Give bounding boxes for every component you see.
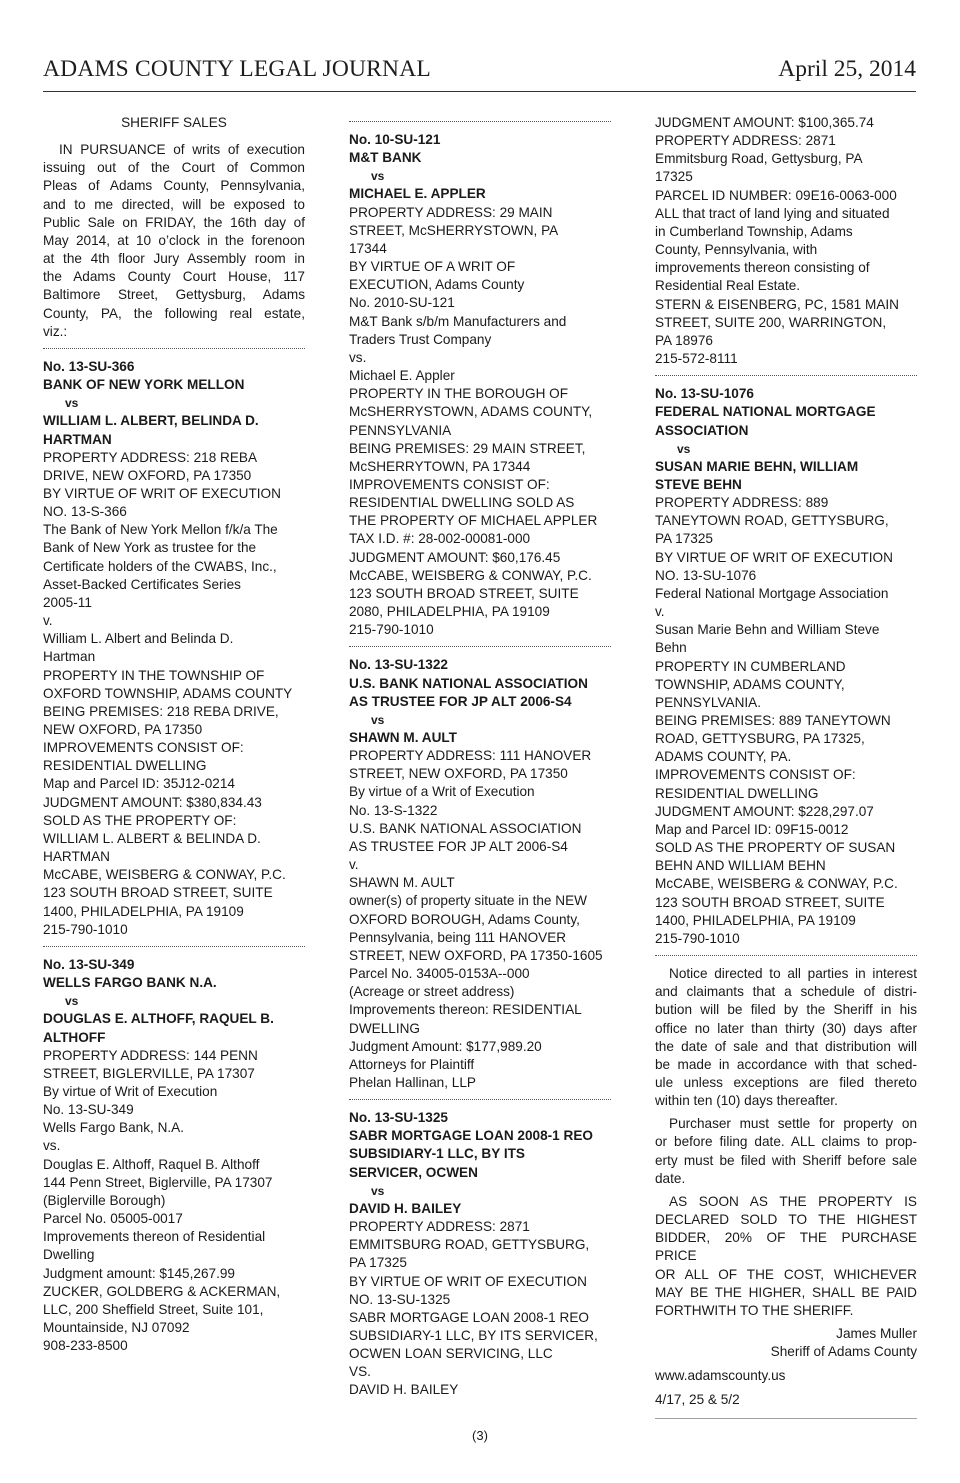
text-line: 123 SOUTH BROAD STREET, SUITE (349, 585, 579, 601)
text-line: Emmitsburg Road, Gettysburg, PA (655, 151, 863, 167)
text-line: erty must be filed with Sheriff before sale (655, 1152, 917, 1168)
sheriff-title: Sheriff of Adams County (770, 1344, 917, 1360)
text-line: Federal National Mortgage Association (655, 585, 889, 601)
text-line: RESIDENTIAL DWELLING SOLD AS (349, 495, 575, 511)
versus: vs (371, 169, 385, 184)
text-line: FORTHWITH TO THE SHERIFF. (655, 1302, 854, 1318)
text-line: Pleas of Adams County, Pennsylvania, (43, 178, 305, 194)
text-line: PROPERTY ADDRESS: 29 MAIN (349, 204, 553, 220)
versus: vs (677, 441, 691, 456)
text-line: BEING PREMISES: 889 TANEYTOWN (655, 713, 891, 728)
section-heading: SHERIFF SALES (121, 115, 227, 130)
text-line: and claimants that a schedule of distri- (655, 984, 917, 1000)
text-line: 215-790-1010 (349, 622, 434, 638)
journal-title: ADAMS COUNTY LEGAL JOURNAL (43, 56, 431, 82)
divider (43, 348, 305, 349)
text-line: and to me directed, will be exposed to (43, 196, 305, 212)
text-line: Mountainside, NJ 07092 (43, 1320, 190, 1335)
text-line: 215-790-1010 (655, 930, 740, 946)
text-line: vs. (43, 1138, 61, 1154)
plaintiff: AS TRUSTEE FOR JP ALT 2006-S4 (349, 693, 572, 709)
text-line: v. (655, 604, 665, 620)
text-line: PA 17325 (349, 1255, 407, 1271)
text-line: PROPERTY IN CUMBERLAND (655, 658, 846, 674)
defendant: DAVID H. BAILEY (349, 1200, 462, 1216)
sheriff-signature (655, 1325, 917, 1361)
text-line: be made in accordance with that sched- (655, 1056, 917, 1072)
text-line: TANEYTOWN ROAD, GETTYSBURG, (655, 513, 889, 529)
text-line: Improvements thereon of Residential (43, 1229, 266, 1245)
defendant: MICHAEL E. APPLER (349, 186, 486, 202)
text-line: VS. (349, 1364, 371, 1380)
text-line: U.S. BANK NATIONAL ASSOCIATION (349, 820, 582, 836)
text-line: LLC, 200 Sheffield Street, Suite 101, (43, 1301, 264, 1317)
page-number: (3) (472, 1428, 488, 1443)
column-2 (349, 114, 611, 1400)
text-line: PROPERTY ADDRESS: 218 REBA (43, 449, 258, 465)
sale-entry-13-su-1322 (349, 656, 611, 1092)
defendant: SUSAN MARIE BEHN, WILLIAM (655, 458, 859, 474)
text-line: HARTMAN (43, 849, 110, 865)
text-line: Judgment Amount: $177,989.20 (349, 1038, 542, 1054)
text-line: DECLARED SOLD TO THE HIGHEST (655, 1212, 917, 1228)
plaintiff: ASSOCIATION (655, 422, 749, 438)
divider (349, 121, 611, 122)
defendant: STEVE BEHN (655, 476, 742, 492)
text-line: Certificate holders of the CWABS, Inc., (43, 558, 277, 574)
text-line: PROPERTY IN THE TOWNSHIP OF (43, 667, 265, 683)
website-link[interactable]: www.adamscounty.us (655, 1368, 786, 1384)
text-line: within ten (10) days thereafter. (655, 1093, 838, 1109)
versus: vs (65, 396, 79, 411)
text-line: Asset-Backed Certificates Series (43, 576, 241, 592)
text-line: Purchaser must settle for property on (669, 1116, 917, 1132)
text-line: 1400, PHILADELPHIA, PA 19109 (43, 903, 244, 919)
text-line: By virtue of Writ of Execution (43, 1083, 218, 1099)
text-line: STREET, NEW OXFORD, PA 17350-1605 (349, 947, 603, 963)
text-line: Pennsylvania, being 111 HANOVER (349, 929, 567, 945)
divider (655, 375, 917, 376)
case-number: No. 13-SU-349 (43, 956, 135, 972)
text-line: PROPERTY IN THE BOROUGH OF (349, 386, 569, 402)
distribution-notice (655, 965, 917, 1110)
plaintiff: WELLS FARGO BANK N.A. (43, 975, 217, 991)
text-line: By virtue of a Writ of Execution (349, 784, 535, 800)
text-line: PROPERTY ADDRESS: 2871 (349, 1219, 530, 1235)
text-line: NEW OXFORD, PA 17350 (43, 722, 203, 737)
sale-entry-13-su-349 (43, 956, 305, 1355)
intro-paragraph (43, 141, 305, 341)
header-rule (43, 91, 916, 92)
text-line: OXFORD BOROUGH, Adams County, (349, 911, 580, 927)
text-line: McCABE, WEISBERG & CONWAY, P.C. (43, 867, 286, 883)
text-line: SOLD AS THE PROPERTY OF: (43, 812, 237, 828)
purchaser-notice (655, 1115, 917, 1188)
text-line: Bank of New York as trustee for the (43, 540, 257, 556)
versus: vs (371, 1183, 385, 1198)
text-line: McSHERRYTOWN, PA 17344 (349, 458, 531, 474)
text-line: 123 SOUTH BROAD STREET, SUITE (43, 885, 273, 901)
defendant: ALTHOFF (43, 1029, 106, 1045)
text-line: BY VIRTUE OF WRIT OF EXECUTION (655, 549, 893, 565)
text-line: The Bank of New York Mellon f/k/a The (43, 522, 278, 538)
plaintiff: U.S. BANK NATIONAL ASSOCIATION (349, 675, 588, 691)
text-line: Traders Trust Company (349, 331, 492, 347)
text-line: AS TRUSTEE FOR JP ALT 2006-S4 (349, 838, 568, 854)
text-line: Hartman (43, 649, 96, 665)
text-line: OCWEN LOAN SERVICING, LLC (349, 1346, 553, 1362)
issue-date: April 25, 2014 (778, 56, 916, 82)
text-line: issuing out of the Court of Common (43, 160, 305, 176)
text-line: Parcel No. 34005-0153A--000 (349, 966, 530, 982)
text-line: Phelan Hallinan, LLP (349, 1074, 476, 1090)
text-line: Map and Parcel ID: 09F15-0012 (655, 821, 849, 837)
text-line: 1400, PHILADELPHIA, PA 19109 (655, 912, 856, 928)
text-line: BEING PREMISES: 218 REBA DRIVE, (43, 703, 279, 719)
text-line: OR ALL OF THE COST, WHICHEVER (655, 1266, 917, 1282)
text-line: ZUCKER, GOLDBERG & ACKERMAN, (43, 1283, 281, 1299)
text-line: McSHERRYSTOWN, ADAMS COUNTY, (349, 404, 593, 420)
sale-entry-13-su-1325 (349, 1109, 611, 1400)
text-line: IMPROVEMENTS CONSIST OF: (655, 767, 856, 783)
text-line: BY VIRTUE OF WRIT OF EXECUTION (349, 1273, 587, 1289)
text-line: Michael E. Appler (349, 368, 455, 384)
text-line: STREET, SUITE 200, WARRINGTON, (655, 314, 887, 330)
text-line: SABR MORTGAGE LOAN 2008-1 REO (349, 1309, 589, 1325)
plaintiff: FEDERAL NATIONAL MORTGAGE (655, 404, 876, 420)
sale-entry-continued (655, 114, 917, 368)
text-line: PROPERTY ADDRESS: 111 HANOVER (349, 748, 592, 764)
sale-entry-10-su-121 (349, 131, 611, 639)
text-line: v. (43, 613, 53, 629)
sheriff-name: James Muller (836, 1326, 917, 1341)
text-line: SUBSIDIARY-1 LLC, BY ITS SERVICER, (349, 1328, 598, 1343)
text-line: WILLIAM L. ALBERT & BELINDA D. (43, 830, 261, 846)
text-line: ROAD, GETTYSBURG, PA 17325, (655, 731, 865, 747)
text-line: 144 Penn Street, Biglerville, PA 17307 (43, 1174, 273, 1190)
text-line: County, PA, the following real estate, (43, 305, 305, 321)
text-line: STREET, BIGLERVILLE, PA 17307 (43, 1065, 255, 1081)
divider (349, 1099, 611, 1100)
plaintiff: SERVICER, OCWEN (349, 1164, 478, 1180)
text-line: STERN & EISENBERG, PC, 1581 MAIN (655, 296, 900, 312)
text-line: Judgment amount: $145,267.99 (43, 1265, 235, 1281)
text-line: Residential Real Estate. (655, 278, 801, 294)
text-line: Behn (655, 640, 687, 656)
text-line: OXFORD TOWNSHIP, ADAMS COUNTY (43, 685, 293, 701)
sale-entry-13-su-366 (43, 358, 305, 939)
text-line: Susan Marie Behn and William Steve (655, 622, 880, 638)
text-line: JUDGMENT AMOUNT: $60,176.45 (349, 549, 561, 565)
text-line: THE PROPERTY OF MICHAEL APPLER (349, 513, 598, 529)
text-line: M&T Bank s/b/m Manufacturers and (349, 313, 567, 329)
text-line: JUDGMENT AMOUNT: $228,297.07 (655, 803, 874, 819)
text-line: EXECUTION, Adams County (349, 277, 525, 293)
text-line: MAY BE THE HIGHER, SHALL BE PAID (655, 1284, 917, 1300)
text-line: BEING PREMISES: 29 MAIN STREET, (349, 440, 586, 456)
text-line: No. 2010-SU-121 (349, 295, 455, 311)
text-line: No. 13-SU-349 (43, 1102, 134, 1118)
text-line: Baltimore Street, Gettysburg, Adams (43, 287, 305, 303)
versus: vs (65, 994, 79, 1009)
column-3 (655, 114, 917, 1428)
case-number: No. 13-SU-1076 (655, 386, 754, 402)
text-line: office no later than thirty (30) days after (655, 1020, 917, 1036)
text-line: NO. 13-S-366 (43, 504, 127, 520)
text-line: the Adams County Court House, 117 (43, 269, 305, 285)
text-line: v. (349, 857, 359, 873)
defendant: DOUGLAS E. ALTHOFF, RAQUEL B. (43, 1011, 274, 1027)
text-line: SOLD AS THE PROPERTY OF SUSAN (655, 840, 896, 856)
text-line: or before filing date. ALL claims to prop- (655, 1134, 917, 1150)
text-line: DWELLING (349, 1020, 421, 1036)
text-line: Map and Parcel ID: 35J12-0214 (43, 776, 235, 792)
text-line: BEHN AND WILLIAM BEHN (655, 858, 826, 874)
plaintiff: BANK OF NEW YORK MELLON (43, 377, 245, 393)
text-line: (Acreage or street address) (349, 984, 515, 1000)
text-line: RESIDENTIAL DWELLING (43, 758, 207, 774)
text-line: 2080, PHILADELPHIA, PA 19109 (349, 604, 550, 620)
text-line: ADAMS COUNTY, PA. (655, 749, 792, 765)
text-line: TOWNSHIP, ADAMS COUNTY, (655, 676, 845, 692)
text-line: RESIDENTIAL DWELLING (655, 785, 819, 801)
text-line: date. (655, 1170, 686, 1186)
text-line: IMPROVEMENTS CONSIST OF: (43, 740, 244, 756)
text-line: IN PURSUANCE of writs of execution (59, 142, 305, 158)
payment-notice (655, 1193, 917, 1320)
text-line: the date of sale and that distribution will (655, 1038, 917, 1054)
versus: vs (371, 712, 385, 727)
text-line: improvements thereon consisting of (655, 260, 870, 276)
text-line: ule unless exceptions are filed thereto (655, 1074, 917, 1090)
text-line: (Biglerville Borough) (43, 1192, 166, 1208)
text-line: Douglas E. Althoff, Raquel B. Althoff (43, 1156, 260, 1172)
plaintiff: SABR MORTGAGE LOAN 2008-1 REO (349, 1128, 593, 1144)
text-line: PROPERTY ADDRESS: 889 (655, 495, 829, 511)
text-line: at the 4th floor Jury Assembly room in (43, 251, 305, 267)
text-line: No. 13-S-1322 (349, 802, 438, 818)
text-line: NO. 13-SU-1076 (655, 567, 757, 583)
text-line: 215-790-1010 (43, 921, 128, 937)
text-line: JUDGMENT AMOUNT: $100,365.74 (655, 115, 874, 130)
text-line: EMMITSBURG ROAD, GETTYSBURG, (349, 1237, 590, 1253)
text-line: Notice directed to all parties in interest (669, 966, 917, 982)
text-line: vs. (349, 349, 367, 365)
text-line: Wells Fargo Bank, N.A. (43, 1120, 185, 1136)
text-line: McCABE, WEISBERG & CONWAY, P.C. (349, 567, 592, 583)
text-line: 123 SOUTH BROAD STREET, SUITE (655, 894, 885, 910)
case-number: No. 13-SU-1322 (349, 657, 448, 673)
text-line: BY VIRTUE OF WRIT OF EXECUTION (43, 485, 281, 501)
text-line: Parcel No. 05005-0017 (43, 1211, 183, 1227)
text-line: viz.: (43, 323, 68, 339)
text-line: BIDDER, 20% OF THE PURCHASE PRICE (655, 1230, 917, 1264)
text-line: SHAWN M. AULT (349, 875, 455, 891)
text-line: 908-233-8500 (43, 1338, 128, 1354)
text-line: BY VIRTUE OF A WRIT OF (349, 259, 516, 275)
defendant: WILLIAM L. ALBERT, BELINDA D. (43, 413, 259, 429)
text-line: PA 17325 (655, 531, 713, 547)
divider (43, 946, 305, 947)
text-line: PROPERTY ADDRESS: 144 PENN (43, 1047, 258, 1063)
text-line: owner(s) of property situate in the NEW (349, 893, 587, 909)
defendant: SHAWN M. AULT (349, 730, 457, 745)
plaintiff: SUBSIDIARY-1 LLC, BY ITS (349, 1146, 525, 1162)
text-line: STREET, NEW OXFORD, PA 17350 (349, 766, 568, 782)
text-line: NO. 13-SU-1325 (349, 1291, 451, 1307)
text-line: in Cumberland Township, Adams (655, 223, 853, 239)
text-line: County, Pennsylvania, with (655, 242, 818, 258)
divider (655, 1418, 917, 1419)
text-line: bution will be filed by the Sheriff in his (655, 1002, 917, 1018)
text-line: JUDGMENT AMOUNT: $380,834.43 (43, 794, 262, 810)
text-line: Public Sale on FRIDAY, the 16th day of (43, 214, 305, 230)
text-line: PA 18976 (655, 332, 713, 348)
text-line: Attorneys for Plaintiff (349, 1056, 475, 1072)
text-line: DRIVE, NEW OXFORD, PA 17350 (43, 467, 252, 483)
masthead (43, 56, 916, 88)
text-line: Dwelling (43, 1247, 95, 1263)
divider (655, 955, 917, 956)
text-line: 2005-11 (43, 594, 92, 610)
text-line: William L. Albert and Belinda D. (43, 631, 234, 647)
case-number: No. 10-SU-121 (349, 132, 441, 147)
text-line: AS SOON AS THE PROPERTY IS (669, 1193, 917, 1209)
defendant: HARTMAN (43, 431, 112, 447)
text-line: 17344 (349, 240, 387, 256)
text-line: 215-572-8111 (655, 351, 738, 367)
sale-entry-13-su-1076 (655, 385, 917, 948)
text-line: May 2014, at 10 o’clock in the forenoon (43, 232, 305, 248)
divider (349, 646, 611, 647)
text-line: McCABE, WEISBERG & CONWAY, P.C. (655, 876, 898, 892)
column-1 (43, 114, 305, 1355)
text-line: IMPROVEMENTS CONSIST OF: (349, 476, 550, 492)
text-line: 17325 (655, 169, 693, 185)
text-line: STREET, McSHERRYSTOWN, PA (349, 222, 559, 238)
plaintiff: M&T BANK (349, 150, 422, 166)
text-line: PENNSYLVANIA (349, 422, 452, 438)
text-line: TAX I.D. #: 28-002-00081-000 (349, 531, 531, 547)
text-line: DAVID H. BAILEY (349, 1382, 459, 1398)
case-number: No. 13-SU-366 (43, 358, 135, 374)
text-line: PARCEL ID NUMBER: 09E16-0063-000 (655, 187, 897, 203)
text-line: PROPERTY ADDRESS: 2871 (655, 133, 836, 149)
text-line: ALL that tract of land lying and situated (655, 205, 890, 221)
case-number: No. 13-SU-1325 (349, 1110, 448, 1126)
publication-dates: 4/17, 25 & 5/2 (655, 1392, 740, 1408)
text-line: Improvements thereon: RESIDENTIAL (349, 1002, 582, 1018)
text-line: PENNSYLVANIA. (655, 694, 762, 710)
